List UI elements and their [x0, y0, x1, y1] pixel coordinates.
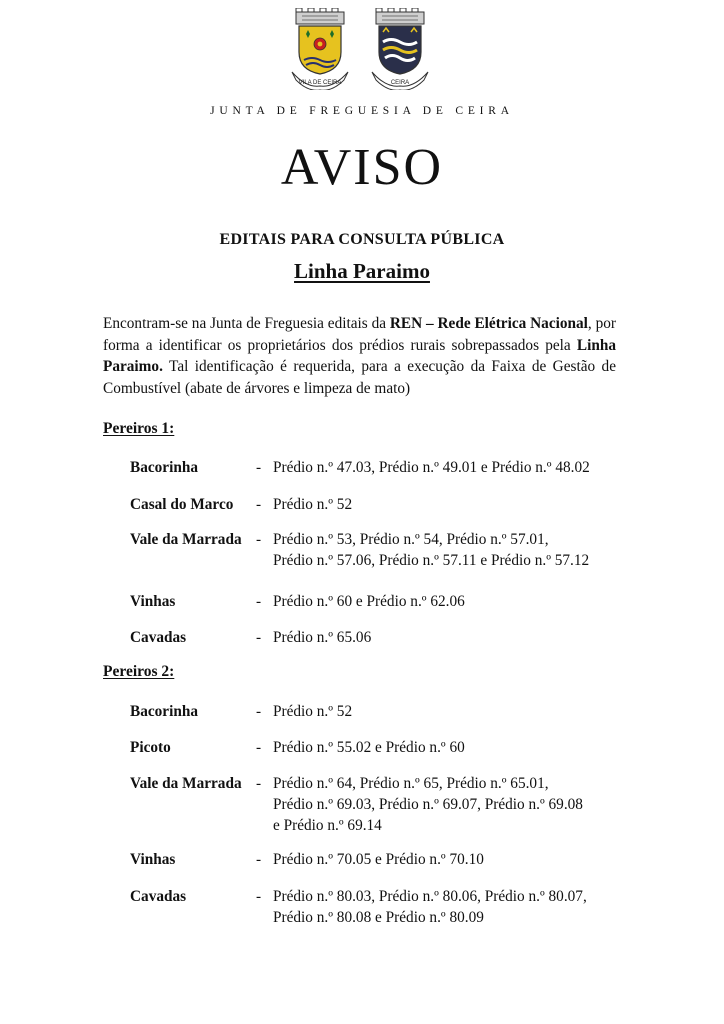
intro-line-name: Linha Paraimo. — [103, 336, 616, 375]
plot-line: Prédio n.º 80.08 e Prédio n.º 80.09 — [273, 909, 484, 926]
notice-title: AVISO — [280, 139, 444, 196]
place-name: Bacorinha — [130, 459, 198, 476]
plot-line: Prédio n.º 80.03, Prédio n.º 80.06, Prédio n.º 80.07, — [273, 888, 587, 905]
place-name: Vale da Marrada — [130, 775, 242, 792]
separator-dash: - — [256, 459, 262, 476]
intro-text-2: , por forma a identificar os proprietários dos prédios rurais sobrepassados pela — [103, 315, 616, 354]
intro-company: REN – Rede Elétrica Nacional — [389, 315, 588, 332]
ceira-crest-icon — [366, 8, 434, 90]
power-line-name — [0, 259, 724, 284]
crest-right-motto: CEIRA — [390, 80, 410, 86]
place-name: Vale da Marrada — [130, 531, 242, 548]
separator-dash: - — [256, 629, 262, 646]
plot-line: Prédio n.º 64, Prédio n.º 65, Prédio n.º 65.01, — [273, 775, 549, 792]
plot-line: Prédio n.º 47.03, Prédio n.º 49.01 e Prédio n.º 48.02 — [273, 459, 590, 476]
plot-line: Prédio n.º 55.02 e Prédio n.º 60 — [273, 739, 465, 756]
plot-line: Prédio n.º 60 e Prédio n.º 62.06 — [273, 593, 465, 610]
section-heading-pereiros-2: Pereiros 2: — [103, 663, 175, 680]
notice-subtitle: EDITAIS PARA CONSULTA PÚBLICA — [219, 231, 505, 248]
plot-list — [273, 494, 616, 515]
place-name: Bacorinha — [130, 703, 198, 720]
separator-dash: - — [256, 775, 262, 792]
crest-left-motto: VILA DE CEIRA — [298, 80, 342, 86]
place-name: Picoto — [130, 739, 171, 756]
intro-text-1: Encontram-se na Junta de Freguesia editais da — [103, 315, 390, 332]
plot-line: Prédio n.º 65.06 — [273, 629, 372, 646]
plot-list — [273, 457, 616, 478]
vila-de-ceira-crest-icon — [286, 8, 354, 90]
place-name: Vinhas — [130, 593, 176, 610]
plot-line: Prédio n.º 53, Prédio n.º 54, Prédio n.º 57.01, — [273, 531, 549, 548]
plot-line: e Prédio n.º 69.14 — [273, 817, 382, 834]
place-name: Casal do Marco — [130, 496, 234, 513]
plot-list — [273, 737, 616, 758]
plot-list — [273, 886, 616, 928]
section-heading-pereiros-1: Pereiros 1: — [103, 420, 175, 437]
intro-paragraph — [103, 313, 616, 399]
plot-list — [273, 773, 616, 836]
plot-line: Prédio n.º 57.06, Prédio n.º 57.11 e Prédio n.º 57.12 — [273, 552, 590, 569]
separator-dash: - — [256, 739, 262, 756]
plot-line: Prédio n.º 52 — [273, 496, 353, 513]
separator-dash: - — [256, 703, 262, 720]
plot-list — [273, 591, 616, 612]
separator-dash: - — [256, 496, 262, 513]
plot-list — [273, 627, 616, 648]
plot-line: Prédio n.º 52 — [273, 703, 353, 720]
plot-list — [273, 849, 616, 870]
place-name: Cavadas — [130, 888, 187, 905]
plot-line: Prédio n.º 69.03, Prédio n.º 69.07, Prédio n.º 69.08 — [273, 796, 583, 813]
crests — [0, 8, 724, 96]
organization-name: JUNTA DE FREGUESIA DE CEIRA — [210, 105, 514, 117]
plot-list — [273, 701, 616, 722]
place-name: Cavadas — [130, 629, 187, 646]
place-name: Vinhas — [130, 851, 176, 868]
plot-line: Prédio n.º 70.05 e Prédio n.º 70.10 — [273, 851, 484, 868]
separator-dash: - — [256, 531, 262, 548]
separator-dash: - — [256, 851, 262, 868]
plot-list — [273, 529, 616, 571]
intro-text-3: Tal identificação é requerida, para a execução da Faixa de Gestão de Combustível (abate de árvores e limpeza de mato) — [103, 358, 616, 397]
separator-dash: - — [256, 593, 262, 610]
power-line-name-text: Linha Paraimo — [294, 259, 430, 283]
separator-dash: - — [256, 888, 262, 905]
